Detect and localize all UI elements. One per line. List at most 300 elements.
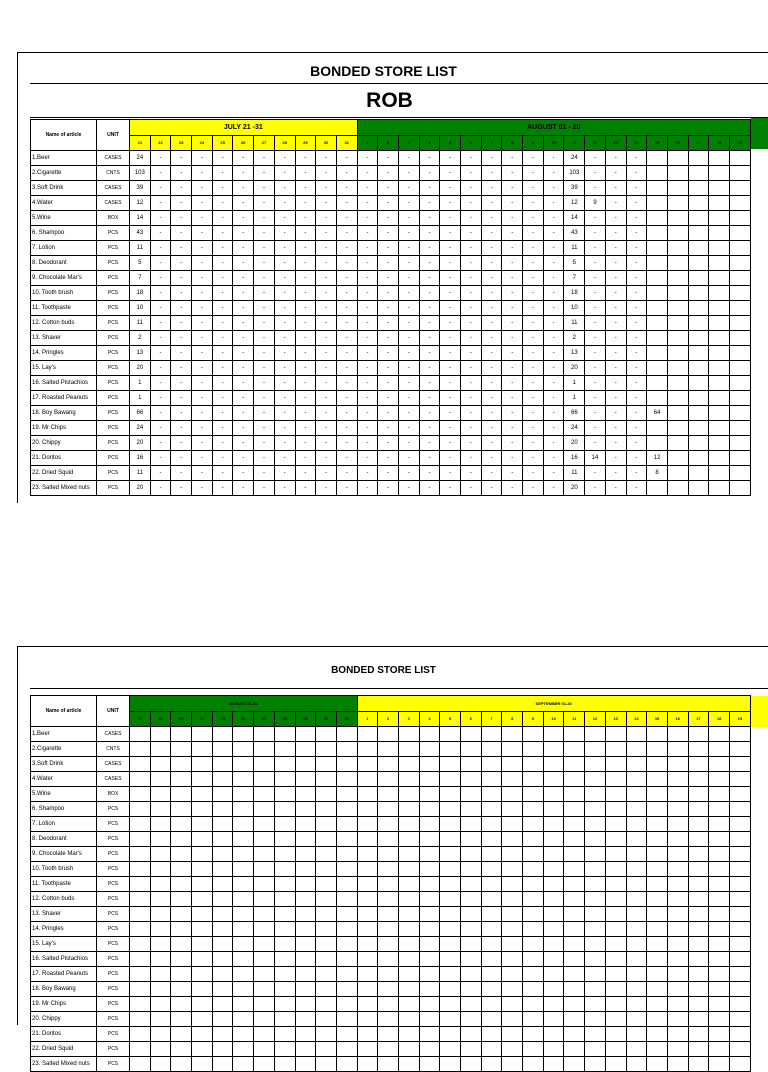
article-unit: PCS [97, 451, 130, 466]
quantity-cell: - [419, 376, 440, 391]
quantity-cell: 43 [130, 226, 151, 241]
quantity-cell [419, 922, 440, 937]
quantity-cell [502, 937, 523, 952]
quantity-cell [150, 907, 171, 922]
quantity-cell: - [192, 211, 213, 226]
quantity-cell [543, 862, 564, 877]
quantity-cell [378, 742, 399, 757]
quantity-cell: - [192, 421, 213, 436]
quantity-cell [398, 787, 419, 802]
quantity-cell [502, 862, 523, 877]
quantity-cell [709, 772, 730, 787]
quantity-cell: - [192, 391, 213, 406]
quantity-cell [502, 877, 523, 892]
quantity-cell [440, 1012, 461, 1027]
quantity-cell: - [543, 481, 564, 496]
quantity-cell: - [274, 406, 295, 421]
article-unit: PCS [97, 406, 130, 421]
quantity-cell [585, 727, 606, 742]
quantity-cell: - [605, 196, 626, 211]
day-header: 17 [688, 135, 709, 151]
quantity-cell: - [605, 256, 626, 271]
day-header: 7 [481, 711, 502, 727]
day-header: 30 [316, 135, 337, 151]
quantity-cell [378, 817, 399, 832]
quantity-cell [481, 802, 502, 817]
quantity-cell [709, 952, 730, 967]
quantity-cell: 11 [130, 466, 151, 481]
article-unit: PCS [97, 301, 130, 316]
quantity-cell [667, 802, 688, 817]
quantity-cell [502, 907, 523, 922]
quantity-cell: - [605, 466, 626, 481]
quantity-cell: - [543, 391, 564, 406]
quantity-cell: - [357, 181, 378, 196]
quantity-cell [729, 181, 750, 196]
quantity-cell [729, 892, 750, 907]
quantity-cell: - [336, 151, 357, 166]
quantity-cell [171, 802, 192, 817]
day-header: 10 [543, 711, 564, 727]
quantity-cell [295, 772, 316, 787]
quantity-cell [295, 952, 316, 967]
quantity-cell [419, 832, 440, 847]
quantity-cell [688, 466, 709, 481]
quantity-cell [709, 241, 730, 256]
article-unit: PCS [97, 466, 130, 481]
header-fill-overflow [751, 696, 768, 727]
quantity-cell [254, 952, 275, 967]
quantity-cell [357, 817, 378, 832]
quantity-cell: - [419, 316, 440, 331]
quantity-cell: - [295, 256, 316, 271]
quantity-cell [212, 997, 233, 1012]
sheet-bonded-store [17, 646, 768, 1067]
quantity-cell: - [150, 481, 171, 496]
quantity-cell [502, 1012, 523, 1027]
quantity-cell [171, 1012, 192, 1027]
day-header: 2 [378, 135, 399, 151]
quantity-cell [419, 937, 440, 952]
quantity-cell: - [316, 226, 337, 241]
quantity-cell [336, 832, 357, 847]
quantity-cell [336, 1012, 357, 1027]
quantity-cell [316, 997, 337, 1012]
quantity-cell [316, 1012, 337, 1027]
quantity-cell: - [502, 466, 523, 481]
quantity-cell [171, 817, 192, 832]
quantity-cell [688, 967, 709, 982]
article-unit: CNTS [97, 166, 130, 181]
quantity-cell: - [336, 226, 357, 241]
quantity-cell [564, 1042, 585, 1057]
quantity-cell [709, 421, 730, 436]
quantity-cell: 20 [130, 481, 151, 496]
quantity-cell: - [212, 256, 233, 271]
quantity-cell: - [543, 271, 564, 286]
quantity-cell: 1 [564, 391, 585, 406]
quantity-cell [254, 832, 275, 847]
quantity-cell [398, 1027, 419, 1042]
quantity-cell [419, 892, 440, 907]
table-row [31, 211, 751, 226]
quantity-cell: - [585, 391, 606, 406]
quantity-cell [233, 847, 254, 862]
quantity-cell [398, 967, 419, 982]
name-of-article-header: Name of article [31, 120, 97, 151]
quantity-cell: - [254, 436, 275, 451]
quantity-cell: - [274, 436, 295, 451]
quantity-cell [564, 817, 585, 832]
quantity-cell [523, 892, 544, 907]
quantity-cell [171, 832, 192, 847]
quantity-cell [419, 1057, 440, 1072]
article-name: 11. Toothpaste [31, 301, 97, 316]
quantity-cell: - [440, 286, 461, 301]
quantity-cell [667, 226, 688, 241]
quantity-cell [688, 151, 709, 166]
sheet-rob [17, 52, 768, 503]
quantity-cell [295, 967, 316, 982]
quantity-cell: 20 [564, 361, 585, 376]
quantity-cell: 1 [130, 376, 151, 391]
quantity-cell [378, 967, 399, 982]
quantity-cell [729, 391, 750, 406]
quantity-cell [729, 787, 750, 802]
quantity-cell [150, 952, 171, 967]
quantity-cell [543, 742, 564, 757]
quantity-cell [626, 967, 647, 982]
quantity-cell [212, 1027, 233, 1042]
quantity-cell: - [233, 481, 254, 496]
quantity-cell [647, 241, 668, 256]
article-unit: PCS [97, 937, 130, 952]
quantity-cell [626, 922, 647, 937]
quantity-cell [709, 967, 730, 982]
quantity-cell [626, 817, 647, 832]
quantity-cell: - [543, 451, 564, 466]
quantity-cell: - [523, 451, 544, 466]
quantity-cell [316, 727, 337, 742]
quantity-cell [295, 1027, 316, 1042]
quantity-cell [709, 406, 730, 421]
quantity-cell: - [419, 421, 440, 436]
quantity-cell [316, 757, 337, 772]
day-header: 3 [398, 135, 419, 151]
quantity-cell [667, 817, 688, 832]
quantity-cell [419, 862, 440, 877]
quantity-cell: - [316, 361, 337, 376]
quantity-cell [523, 742, 544, 757]
quantity-cell [729, 166, 750, 181]
quantity-cell [212, 1012, 233, 1027]
quantity-cell [605, 982, 626, 997]
quantity-cell: - [357, 166, 378, 181]
quantity-cell [605, 907, 626, 922]
quantity-cell [523, 1042, 544, 1057]
quantity-cell: - [274, 241, 295, 256]
quantity-cell [523, 877, 544, 892]
article-unit: CNTS [97, 742, 130, 757]
quantity-cell: - [419, 331, 440, 346]
quantity-cell [233, 1057, 254, 1072]
quantity-cell: - [254, 226, 275, 241]
quantity-cell: - [543, 376, 564, 391]
quantity-cell: - [336, 361, 357, 376]
quantity-cell: - [274, 211, 295, 226]
article-unit: PCS [97, 361, 130, 376]
quantity-cell: - [378, 436, 399, 451]
quantity-cell: - [212, 361, 233, 376]
quantity-cell: - [316, 196, 337, 211]
quantity-cell: - [419, 286, 440, 301]
quantity-cell [605, 772, 626, 787]
quantity-cell: - [150, 211, 171, 226]
day-header: 26 [233, 711, 254, 727]
table-row [31, 787, 751, 802]
quantity-cell: - [233, 211, 254, 226]
quantity-cell [564, 1027, 585, 1042]
quantity-cell [647, 271, 668, 286]
quantity-cell: - [502, 286, 523, 301]
quantity-cell [419, 997, 440, 1012]
quantity-cell [461, 742, 482, 757]
quantity-cell [440, 937, 461, 952]
quantity-cell: - [171, 481, 192, 496]
quantity-cell [336, 967, 357, 982]
quantity-cell [688, 757, 709, 772]
header-row [31, 120, 751, 136]
table-row [31, 196, 751, 211]
quantity-cell [502, 757, 523, 772]
table-row [31, 361, 751, 376]
quantity-cell: - [295, 226, 316, 241]
quantity-cell: - [461, 301, 482, 316]
quantity-cell: - [605, 166, 626, 181]
quantity-cell: - [585, 316, 606, 331]
quantity-cell [543, 982, 564, 997]
table-row [31, 757, 751, 772]
quantity-cell: - [523, 391, 544, 406]
quantity-cell: - [274, 421, 295, 436]
quantity-cell: - [171, 346, 192, 361]
quantity-cell [274, 727, 295, 742]
quantity-cell: - [398, 376, 419, 391]
quantity-cell [585, 1012, 606, 1027]
quantity-cell [729, 907, 750, 922]
quantity-cell: - [523, 466, 544, 481]
name-of-article-header: Name of article [31, 696, 97, 727]
quantity-cell [461, 952, 482, 967]
quantity-cell: - [295, 391, 316, 406]
table-row [31, 346, 751, 361]
quantity-cell [336, 727, 357, 742]
quantity-cell [316, 847, 337, 862]
quantity-cell: - [461, 256, 482, 271]
quantity-cell: - [212, 451, 233, 466]
quantity-cell: - [212, 391, 233, 406]
quantity-cell: - [585, 361, 606, 376]
quantity-cell [192, 952, 213, 967]
quantity-cell [274, 997, 295, 1012]
quantity-cell [316, 877, 337, 892]
quantity-cell [709, 1027, 730, 1042]
quantity-cell: - [378, 241, 399, 256]
quantity-cell [564, 802, 585, 817]
day-header: 26 [233, 135, 254, 151]
quantity-cell [626, 877, 647, 892]
quantity-cell [729, 151, 750, 166]
quantity-cell: - [585, 271, 606, 286]
quantity-cell [419, 1012, 440, 1027]
quantity-cell [481, 862, 502, 877]
quantity-cell [398, 982, 419, 997]
article-name: 9. Chocolate Mar's [31, 271, 97, 286]
quantity-cell [150, 1012, 171, 1027]
quantity-cell [378, 847, 399, 862]
quantity-cell: - [626, 481, 647, 496]
quantity-cell: - [233, 271, 254, 286]
day-header: 11 [564, 135, 585, 151]
quantity-cell: - [481, 376, 502, 391]
quantity-cell [357, 877, 378, 892]
quantity-cell: - [212, 151, 233, 166]
quantity-cell [254, 1027, 275, 1042]
quantity-cell [667, 727, 688, 742]
quantity-cell: - [461, 211, 482, 226]
quantity-cell: 24 [130, 151, 151, 166]
quantity-cell [729, 271, 750, 286]
quantity-cell [398, 1042, 419, 1057]
quantity-cell [502, 1042, 523, 1057]
quantity-cell: - [523, 151, 544, 166]
article-name: 14. Pringles [31, 346, 97, 361]
quantity-cell [481, 742, 502, 757]
quantity-cell: - [419, 226, 440, 241]
quantity-cell: - [316, 241, 337, 256]
quantity-cell: - [357, 466, 378, 481]
quantity-cell [647, 937, 668, 952]
quantity-cell [295, 1042, 316, 1057]
quantity-cell: - [585, 211, 606, 226]
quantity-cell [440, 1042, 461, 1057]
quantity-cell [729, 742, 750, 757]
quantity-cell [336, 817, 357, 832]
quantity-cell [626, 802, 647, 817]
quantity-cell [543, 967, 564, 982]
article-name: 19. Mr Chips [31, 997, 97, 1012]
quantity-cell: - [274, 481, 295, 496]
quantity-cell: - [274, 271, 295, 286]
table-row [31, 1042, 751, 1057]
quantity-cell: - [336, 271, 357, 286]
day-header: 1 [357, 135, 378, 151]
quantity-cell: - [171, 271, 192, 286]
divider [30, 688, 768, 689]
quantity-cell: - [357, 316, 378, 331]
quantity-cell: - [171, 376, 192, 391]
quantity-cell: - [481, 151, 502, 166]
quantity-cell [543, 847, 564, 862]
quantity-cell [150, 877, 171, 892]
quantity-cell: 20 [130, 361, 151, 376]
quantity-cell [316, 937, 337, 952]
quantity-cell [233, 772, 254, 787]
quantity-cell: - [254, 421, 275, 436]
article-name: 8. Deodorant [31, 256, 97, 271]
quantity-cell [688, 1012, 709, 1027]
quantity-cell [274, 922, 295, 937]
quantity-cell [543, 907, 564, 922]
quantity-cell [274, 772, 295, 787]
table-row [31, 982, 751, 997]
quantity-cell [295, 802, 316, 817]
quantity-cell [419, 1042, 440, 1057]
quantity-cell [667, 211, 688, 226]
quantity-cell: - [626, 451, 647, 466]
quantity-cell: - [233, 391, 254, 406]
article-name: 20. Chippy [31, 436, 97, 451]
article-name: 14. Pringles [31, 922, 97, 937]
quantity-cell [585, 937, 606, 952]
quantity-cell [729, 877, 750, 892]
quantity-cell: - [398, 436, 419, 451]
quantity-cell [336, 1027, 357, 1042]
quantity-cell [378, 937, 399, 952]
quantity-cell: 8 [647, 466, 668, 481]
quantity-cell: - [585, 346, 606, 361]
quantity-cell: - [502, 256, 523, 271]
quantity-cell [729, 1012, 750, 1027]
quantity-cell [419, 967, 440, 982]
article-name: 1.Beer [31, 727, 97, 742]
article-unit: PCS [97, 1027, 130, 1042]
quantity-cell [585, 757, 606, 772]
quantity-cell [357, 1012, 378, 1027]
quantity-cell [667, 847, 688, 862]
quantity-cell: - [605, 286, 626, 301]
article-unit: PCS [97, 286, 130, 301]
quantity-cell: - [171, 301, 192, 316]
quantity-cell [626, 862, 647, 877]
quantity-cell: - [295, 331, 316, 346]
quantity-cell: - [502, 271, 523, 286]
quantity-cell [440, 1057, 461, 1072]
day-header: 10 [543, 135, 564, 151]
quantity-cell: - [543, 361, 564, 376]
quantity-cell [171, 1057, 192, 1072]
quantity-cell [667, 967, 688, 982]
quantity-cell: - [171, 316, 192, 331]
quantity-cell [295, 1012, 316, 1027]
quantity-cell [709, 271, 730, 286]
quantity-cell [461, 787, 482, 802]
quantity-cell: - [461, 241, 482, 256]
quantity-cell [688, 847, 709, 862]
quantity-cell: - [461, 406, 482, 421]
quantity-cell [729, 331, 750, 346]
quantity-cell [729, 862, 750, 877]
quantity-cell [647, 361, 668, 376]
quantity-cell: - [398, 466, 419, 481]
article-unit: PCS [97, 271, 130, 286]
quantity-cell: - [585, 406, 606, 421]
quantity-cell: 12 [130, 196, 151, 211]
quantity-cell: - [626, 196, 647, 211]
quantity-cell: 24 [564, 421, 585, 436]
quantity-cell [192, 1012, 213, 1027]
quantity-cell: - [523, 241, 544, 256]
